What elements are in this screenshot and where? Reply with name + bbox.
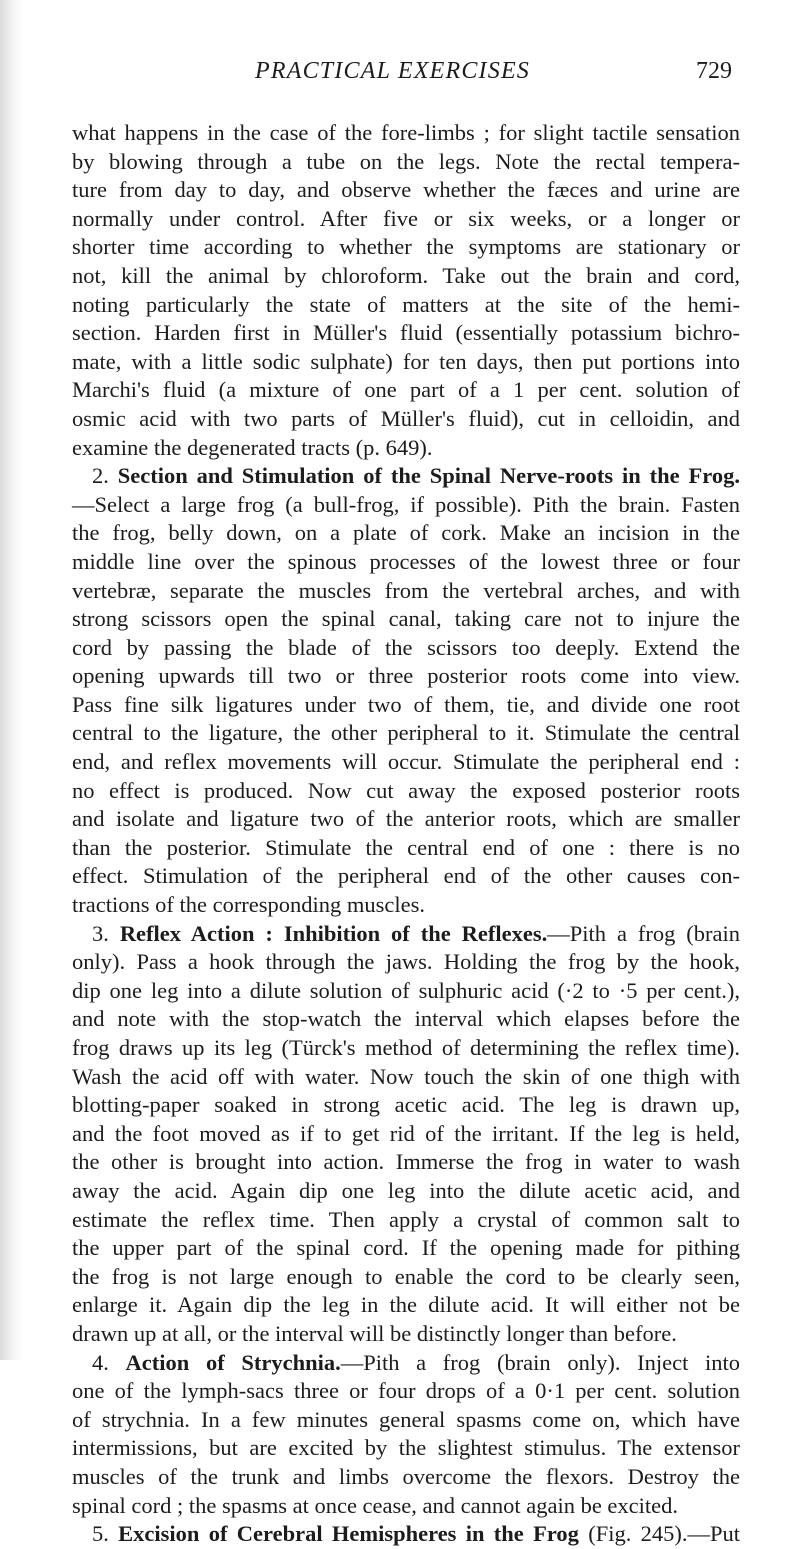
line-text: frog draws up its leg (Türck's method of determining the reflex time). bbox=[72, 1035, 740, 1060]
text-line bbox=[72, 1005, 740, 1034]
section-heading: Section and Stimulation of the Spinal Nerve-roots in the Frog. bbox=[117, 463, 741, 489]
line-text: the upper part of the spinal cord. If the opening made for pithing bbox=[72, 1235, 740, 1261]
text-line bbox=[72, 1234, 740, 1263]
text-line bbox=[72, 891, 740, 920]
line-text: one of the lymph-sacs three or four drops of a 0·1 per cent. solution bbox=[72, 1378, 740, 1404]
line-text: Wash the acid off with water. Now touch the skin of one thigh with bbox=[72, 1063, 740, 1089]
text-line bbox=[72, 119, 740, 148]
line-text: noting particularly the state of matters at the site of the hemi- bbox=[72, 291, 740, 317]
line-text: tractions of the corresponding muscles. bbox=[72, 892, 426, 918]
text-line bbox=[72, 1349, 740, 1378]
text-line bbox=[72, 1492, 740, 1521]
body-text bbox=[72, 119, 740, 1549]
line-text: examine the degenerated tracts (p. 649). bbox=[72, 434, 433, 460]
text-line bbox=[72, 577, 740, 606]
line-text: dip one leg into a dilute solution of sulphuric acid (·2 to ·5 per cent.), bbox=[72, 977, 740, 1003]
text-line bbox=[72, 662, 740, 691]
text-line bbox=[72, 1120, 740, 1149]
text-line bbox=[72, 148, 740, 177]
text-line bbox=[72, 233, 740, 262]
line-text: and note with the stop-watch the interval which elapses before the bbox=[72, 1006, 740, 1032]
text-line bbox=[72, 1034, 740, 1063]
running-title: PRACTICAL EXERCISES bbox=[255, 58, 531, 84]
line-text: drawn up at all, or the interval will be distinctly longer than before. bbox=[72, 1320, 677, 1346]
text-line bbox=[72, 920, 740, 949]
text-line bbox=[72, 376, 740, 405]
line-text: ture from day to day, and observe whether the fæces and urine are bbox=[72, 177, 740, 203]
line-text: of strychnia. In a few minutes general spasms come on, which have bbox=[72, 1406, 740, 1432]
line-text: effect. Stimulation of the peripheral end of the other causes con- bbox=[72, 863, 740, 889]
line-text: not, kill the animal by chloroform. Take out the brain and cord, bbox=[72, 262, 740, 288]
line-text: mate, with a little sodic sulphate) for ten days, then put portions into bbox=[72, 348, 740, 374]
text-line bbox=[72, 348, 740, 377]
text-line bbox=[72, 605, 740, 634]
line-text: section. Harden first in Müller's fluid (essentially potassium bichro- bbox=[72, 320, 740, 346]
line-text: normally under control. After five or six weeks, or a longer or bbox=[72, 205, 740, 231]
line-text: osmic acid with two parts of Müller's fluid), cut in celloidin, and bbox=[72, 405, 740, 431]
line-text: and the foot moved as if to get rid of the irritant. If the leg is held, bbox=[72, 1120, 740, 1146]
line-text: only). Pass a hook through the jaws. Holding the frog by the hook, bbox=[72, 949, 740, 975]
page-number: 729 bbox=[696, 58, 732, 84]
line-text: end, and reflex movements will occur. Stimulate the peripheral end : bbox=[72, 749, 740, 775]
line-text: what happens in the case of the fore-limbs ; for slight tactile sensation bbox=[72, 120, 740, 145]
text-line bbox=[72, 1406, 740, 1435]
section-heading: Reflex Action : Inhibition of the Reflexes. bbox=[119, 920, 548, 946]
text-line bbox=[72, 319, 740, 348]
line-text: Pass fine silk ligatures under two of them, tie, and divide one root bbox=[72, 691, 740, 717]
text-line bbox=[72, 1063, 740, 1092]
line-text: cord by passing the blade of the scissors too deeply. Extend the bbox=[72, 634, 740, 660]
text-line bbox=[72, 262, 740, 291]
line-text: opening upwards till two or three posterior roots come into view. bbox=[72, 663, 740, 689]
text-line bbox=[72, 1377, 740, 1406]
line-text: enlarge it. Again dip the leg in the dilute acid. It will either not be bbox=[72, 1292, 740, 1318]
text-line bbox=[72, 519, 740, 548]
line-text: the frog is not large enough to enable the cord to be clearly seen, bbox=[72, 1263, 740, 1289]
text-line bbox=[72, 862, 740, 891]
text-line bbox=[72, 491, 740, 520]
text-line bbox=[72, 634, 740, 663]
text-line bbox=[72, 977, 740, 1006]
text-line bbox=[72, 434, 740, 463]
line-text: away the acid. Again dip one leg into the dilute acetic acid, and bbox=[72, 1177, 740, 1203]
section-number: 4. bbox=[92, 1349, 126, 1375]
section-heading: Excision of Cerebral Hemispheres in the Frog bbox=[118, 1521, 579, 1547]
line-text: middle line over the spinous processes of the lowest three or four bbox=[72, 548, 740, 574]
line-text: central to the ligature, the other peripheral to it. Stimulate the central bbox=[72, 720, 740, 746]
text-line bbox=[72, 1148, 740, 1177]
line-text: —Pith a frog (brain only). Inject into bbox=[340, 1349, 740, 1375]
line-text: intermissions, but are excited by the slightest stimulus. The extensor bbox=[72, 1435, 740, 1461]
line-text: than the posterior. Stimulate the central end of one : there is no bbox=[72, 834, 740, 860]
text-line bbox=[72, 1320, 740, 1349]
line-text: strong scissors open the spinal canal, taking care not to injure the bbox=[72, 606, 740, 632]
text-line bbox=[72, 1263, 740, 1292]
text-line bbox=[72, 548, 740, 577]
text-line bbox=[72, 462, 740, 491]
line-text: —Select a large frog (a bull-frog, if possible). Pith the brain. Fasten bbox=[72, 491, 740, 517]
text-line bbox=[72, 1463, 740, 1492]
section-number: 3. bbox=[92, 920, 120, 946]
text-line bbox=[72, 1206, 740, 1235]
line-text: by blowing through a tube on the legs. Note the rectal tempera- bbox=[72, 148, 740, 174]
text-line bbox=[72, 748, 740, 777]
line-text: the other is brought into action. Immerse the frog in water to wash bbox=[72, 1149, 740, 1175]
line-text: the frog, belly down, on a plate of cork. Make an incision in the bbox=[72, 520, 740, 546]
text-line bbox=[72, 405, 740, 434]
text-line bbox=[72, 1434, 740, 1463]
page-binding-shadow bbox=[0, 0, 22, 1360]
text-line bbox=[72, 805, 740, 834]
text-line bbox=[72, 1091, 740, 1120]
text-line bbox=[72, 205, 740, 234]
line-text: shorter time according to whether the symptoms are stationary or bbox=[72, 234, 740, 260]
text-line bbox=[72, 291, 740, 320]
line-text: blotting-paper soaked in strong acetic acid. The leg is drawn up, bbox=[72, 1092, 740, 1118]
line-text: no effect is produced. Now cut away the exposed posterior roots bbox=[72, 777, 740, 803]
text-line bbox=[72, 719, 740, 748]
line-text: estimate the reflex time. Then apply a crystal of common salt to bbox=[72, 1206, 740, 1232]
text-line bbox=[72, 691, 740, 720]
section-number: 2. bbox=[92, 463, 118, 489]
line-text: spinal cord ; the spasms at once cease, and cannot again be excited. bbox=[72, 1492, 679, 1518]
text-line bbox=[72, 777, 740, 806]
text-line bbox=[72, 1520, 740, 1549]
text-line bbox=[72, 1291, 740, 1320]
running-head bbox=[0, 58, 800, 88]
line-text: Marchi's fluid (a mixture of one part of a 1 per cent. solution of bbox=[72, 377, 740, 403]
line-text: and isolate and ligature two of the anterior roots, which are smaller bbox=[72, 806, 740, 832]
text-line bbox=[72, 176, 740, 205]
section-heading: Action of Strychnia. bbox=[125, 1349, 341, 1375]
text-line bbox=[72, 948, 740, 977]
text-line bbox=[72, 1177, 740, 1206]
line-text: —Pith a frog (brain bbox=[547, 920, 741, 946]
line-text: muscles of the trunk and limbs overcome the flexors. Destroy the bbox=[72, 1463, 740, 1489]
text-line bbox=[72, 834, 740, 863]
line-text: vertebræ, separate the muscles from the vertebral arches, and with bbox=[72, 577, 740, 603]
section-number: 5. bbox=[92, 1521, 119, 1547]
line-text: (Fig. 245).—Put bbox=[578, 1521, 741, 1547]
